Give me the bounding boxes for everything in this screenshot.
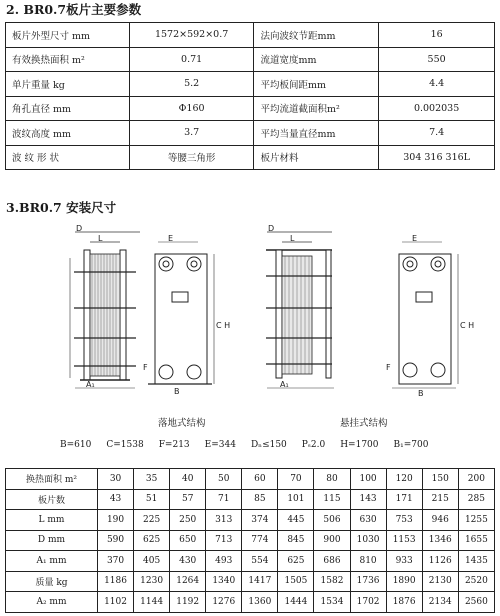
table-cell: 625 <box>134 530 170 551</box>
table-cell: 2560 <box>458 592 494 613</box>
caption-hanging: 悬挂式结构 <box>340 418 388 429</box>
label-ch2: C H <box>460 321 475 330</box>
label-e: E <box>168 234 174 243</box>
table-cell: 1360 <box>242 592 278 613</box>
table-cell: 40 <box>170 469 206 490</box>
table-cell: 1655 <box>458 530 494 551</box>
table-cell: 1264 <box>170 571 206 592</box>
table-cell: 101 <box>278 489 314 510</box>
table-cell: 1444 <box>278 592 314 613</box>
table-cell: 43 <box>98 489 134 510</box>
table-row <box>6 469 495 490</box>
label-l2: L <box>290 234 295 243</box>
table-cell: 774 <box>242 530 278 551</box>
table-cell: 143 <box>350 489 386 510</box>
table-cell: 71 <box>206 489 242 510</box>
param-value: 4.4 <box>379 72 495 97</box>
label-e2: E <box>412 234 418 243</box>
dimension-values <box>60 440 443 450</box>
table-cell: 1582 <box>314 571 350 592</box>
plate-parameters-table <box>5 22 495 170</box>
table-cell: 70 <box>278 469 314 490</box>
table-cell: 215 <box>422 489 458 510</box>
section3-title: 3.BR0.7 安装尺寸 <box>6 200 117 215</box>
table-cell: 686 <box>314 551 350 572</box>
table-cell: 100 <box>350 469 386 490</box>
param-value: Φ160 <box>129 96 254 121</box>
dimension-value: H=1700 <box>340 440 379 450</box>
param-value: 5.2 <box>129 72 254 97</box>
dimension-value: F=213 <box>158 440 190 450</box>
table-cell: 554 <box>242 551 278 572</box>
table-cell: 120 <box>386 469 422 490</box>
dimension-value: C=1538 <box>106 440 144 450</box>
table-cell: 30 <box>98 469 134 490</box>
table-cell: 60 <box>242 469 278 490</box>
label-a1: A₁ <box>86 380 95 389</box>
dimension-value: E=344 <box>204 440 236 450</box>
table-cell: 1876 <box>386 592 422 613</box>
table-row <box>6 571 495 592</box>
param-label: 有效换热面积 m² <box>6 47 130 72</box>
table-cell: 225 <box>134 510 170 531</box>
label-d2: D <box>268 224 275 233</box>
label-f: F <box>143 363 148 372</box>
hanging-side-view-drawing <box>262 224 342 398</box>
param-row <box>6 96 495 121</box>
param-value: 550 <box>379 47 495 72</box>
param-value: 1572×592×0.7 <box>129 23 254 48</box>
table-cell: 370 <box>98 551 134 572</box>
param-row <box>6 23 495 48</box>
param-label: 角孔直径 mm <box>6 96 130 121</box>
table-cell: 2134 <box>422 592 458 613</box>
label-b2: B <box>418 389 424 398</box>
table-cell: 405 <box>134 551 170 572</box>
table-cell: 430 <box>170 551 206 572</box>
table-cell: 1890 <box>386 571 422 592</box>
table-cell: 506 <box>314 510 350 531</box>
table-cell: 445 <box>278 510 314 531</box>
table-cell: 51 <box>134 489 170 510</box>
label-f2: F <box>386 363 391 372</box>
param-value: 等腰三角形 <box>129 145 254 170</box>
floor-side-view-drawing <box>70 224 150 398</box>
table-cell: 713 <box>206 530 242 551</box>
table-cell: 493 <box>206 551 242 572</box>
table-cell: 35 <box>134 469 170 490</box>
table-cell: 1153 <box>386 530 422 551</box>
table-cell: 1126 <box>422 551 458 572</box>
table-cell: 250 <box>170 510 206 531</box>
table-cell: 85 <box>242 489 278 510</box>
table-cell: 80 <box>314 469 350 490</box>
param-label: 法向波纹节距mm <box>254 23 379 48</box>
table-cell: 200 <box>458 469 494 490</box>
dimension-value: Pₛ2.0 <box>301 440 326 450</box>
param-label: 流道宽度mm <box>254 47 379 72</box>
table-cell: 810 <box>350 551 386 572</box>
row-label: L mm <box>6 510 98 531</box>
param-label: 平均当量直径mm <box>254 121 379 146</box>
table-cell: 1534 <box>314 592 350 613</box>
table-cell: 313 <box>206 510 242 531</box>
table-cell: 1346 <box>422 530 458 551</box>
row-label: 换热面积 m² <box>6 469 98 490</box>
table-cell: 1417 <box>242 571 278 592</box>
param-value: 0.71 <box>129 47 254 72</box>
dimension-value: Dₙ≤150 <box>250 440 287 450</box>
installation-dimensions-table <box>5 468 495 613</box>
label-a1b: A₁ <box>280 380 289 389</box>
floor-front-view-drawing <box>143 234 231 398</box>
param-label: 平均板间距mm <box>254 72 379 97</box>
table-cell: 946 <box>422 510 458 531</box>
table-cell: 150 <box>422 469 458 490</box>
row-label: A₁ mm <box>6 551 98 572</box>
table-cell: 900 <box>314 530 350 551</box>
param-label: 单片重量 kg <box>6 72 130 97</box>
row-label: D mm <box>6 530 98 551</box>
table-row <box>6 530 495 551</box>
param-row <box>6 47 495 72</box>
table-row <box>6 489 495 510</box>
table-row <box>6 592 495 613</box>
param-row <box>6 72 495 97</box>
table-cell: 2130 <box>422 571 458 592</box>
table-cell: 1186 <box>98 571 134 592</box>
param-value: 304 316 316L <box>379 145 495 170</box>
table-cell: 1702 <box>350 592 386 613</box>
dimension-value: B₁=700 <box>393 440 429 450</box>
table-cell: 1255 <box>458 510 494 531</box>
table-row <box>6 510 495 531</box>
caption-floor: 落地式结构 <box>158 418 206 429</box>
table-cell: 650 <box>170 530 206 551</box>
table-cell: 190 <box>98 510 134 531</box>
param-row <box>6 121 495 146</box>
row-label: 板片数 <box>6 489 98 510</box>
table-cell: 625 <box>278 551 314 572</box>
table-cell: 1340 <box>206 571 242 592</box>
param-value: 7.4 <box>379 121 495 146</box>
table-cell: 1435 <box>458 551 494 572</box>
row-label: 质量 kg <box>6 571 98 592</box>
table-cell: 171 <box>386 489 422 510</box>
table-cell: 1736 <box>350 571 386 592</box>
hanging-front-view-drawing <box>386 234 475 398</box>
table-cell: 845 <box>278 530 314 551</box>
table-cell: 57 <box>170 489 206 510</box>
table-cell: 115 <box>314 489 350 510</box>
table-cell: 590 <box>98 530 134 551</box>
param-row <box>6 145 495 170</box>
label-l: L <box>98 234 103 243</box>
table-cell: 1102 <box>98 592 134 613</box>
table-cell: 1230 <box>134 571 170 592</box>
table-cell: 374 <box>242 510 278 531</box>
table-cell: 1192 <box>170 592 206 613</box>
table-row <box>6 551 495 572</box>
section2-title: 2. BR0.7板片主要参数 <box>6 2 142 17</box>
label-d: D <box>76 224 83 233</box>
table-cell: 753 <box>386 510 422 531</box>
table-cell: 50 <box>206 469 242 490</box>
table-cell: 630 <box>350 510 386 531</box>
param-label: 波纹高度 mm <box>6 121 130 146</box>
table-cell: 1144 <box>134 592 170 613</box>
param-value: 3.7 <box>129 121 254 146</box>
param-value: 0.002035 <box>379 96 495 121</box>
table-cell: 933 <box>386 551 422 572</box>
param-label: 板片材料 <box>254 145 379 170</box>
table-cell: 1276 <box>206 592 242 613</box>
param-label: 波 纹 形 状 <box>6 145 130 170</box>
table-cell: 2520 <box>458 571 494 592</box>
table-cell: 1505 <box>278 571 314 592</box>
param-value: 16 <box>379 23 495 48</box>
label-ch: C H <box>216 321 231 330</box>
table-cell: 1030 <box>350 530 386 551</box>
table-cell: 285 <box>458 489 494 510</box>
dimension-value: B=610 <box>60 440 92 450</box>
param-label: 板片外型尺寸 mm <box>6 23 130 48</box>
row-label: A₂ mm <box>6 592 98 613</box>
label-b: B <box>174 387 180 396</box>
param-label: 平均流道截面积m² <box>254 96 379 121</box>
